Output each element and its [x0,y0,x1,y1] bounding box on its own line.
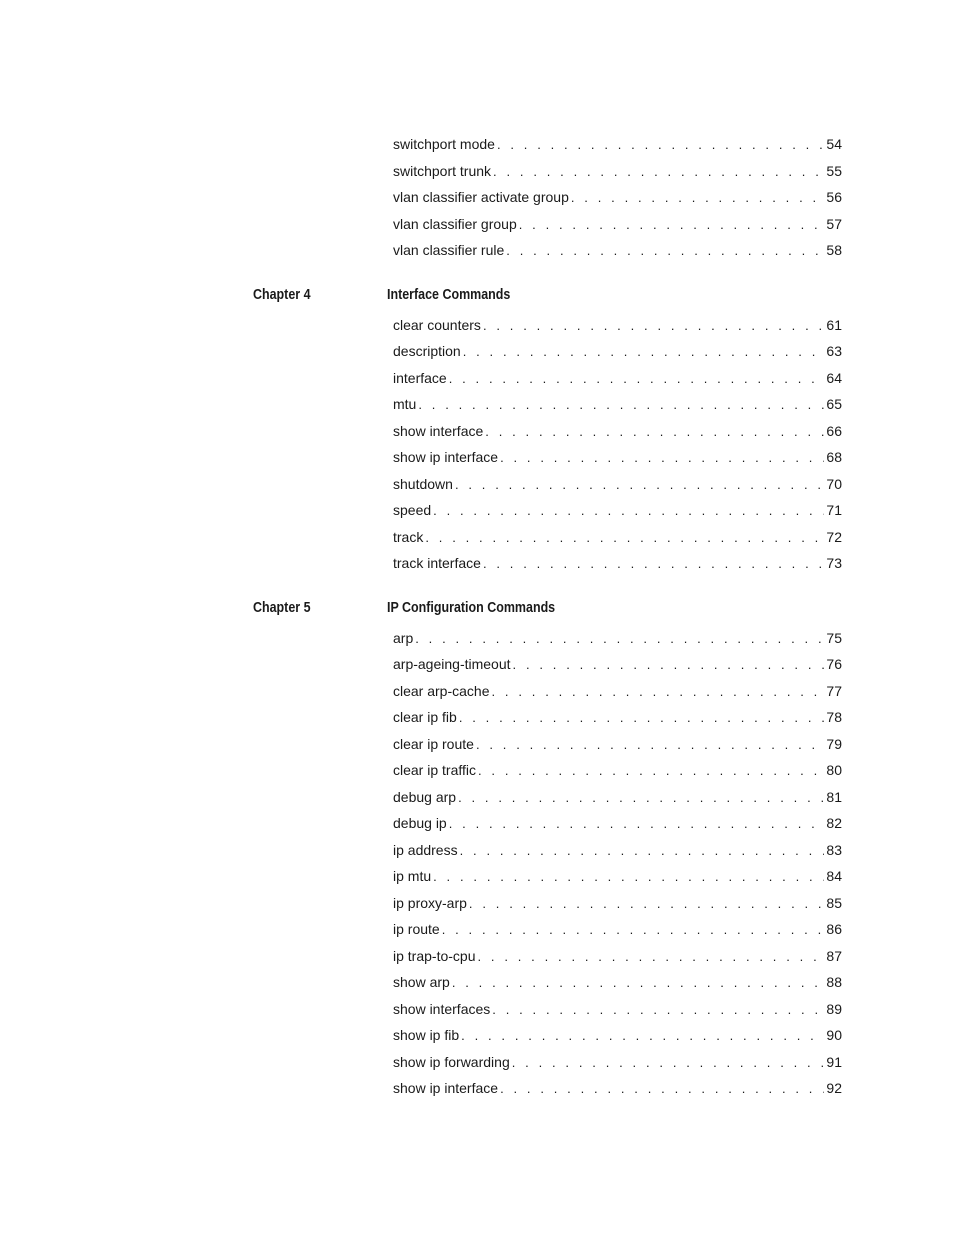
toc-entry-label: ip mtu [393,868,432,884]
chapter-title[interactable]: IP Configuration Commands [387,599,556,616]
toc-entry-page: 56 [826,189,842,205]
toc-entry-page: 83 [826,841,842,858]
toc-entry-page: 61 [826,316,842,333]
leader-dots [483,313,824,340]
toc-entry-list [393,625,842,1102]
toc-entry[interactable] [393,996,842,1023]
chapter-number: Chapter 4 [253,286,311,303]
leader-dots [519,212,825,239]
toc-entry-page: 64 [826,369,842,386]
toc-entry-page: 54 [826,136,842,152]
toc-entry-label: debug ip [393,815,447,831]
toc-entry-page: 72 [826,528,842,545]
toc-entry[interactable] [393,943,842,970]
toc-entry-label: vlan classifier group [393,215,517,232]
toc-entry-page: 85 [826,894,842,911]
toc-entry[interactable] [393,731,842,758]
toc-entry[interactable] [393,1075,842,1102]
toc-entry[interactable] [393,471,842,498]
leader-dots [458,785,824,812]
toc-entry[interactable] [393,678,842,705]
leader-dots [492,679,825,706]
leader-dots [483,551,824,578]
chapter-heading-4 [0,280,954,310]
toc-entry[interactable] [393,497,842,524]
toc-entry-page: 91 [826,1053,842,1070]
toc-entry-label: ip route [393,921,440,937]
toc-entry-label: switchport mode [393,136,495,152]
toc-entry[interactable] [393,550,842,577]
leader-dots [506,238,824,265]
toc-entry-label: clear ip route [393,735,474,752]
leader-dots [449,366,825,393]
toc-entry[interactable] [393,863,842,890]
toc-entry[interactable] [393,810,842,837]
toc-entry-page: 77 [826,682,842,699]
leader-dots [460,838,825,865]
toc-entry-page: 82 [826,815,842,831]
toc-entry[interactable] [393,338,842,365]
toc-entry-page: 88 [826,974,842,990]
toc-entry-label: clear ip traffic [393,762,476,778]
toc-entry[interactable] [393,211,842,238]
toc-entry-page: 70 [826,475,842,492]
toc-entry-page: 89 [826,1000,842,1017]
leader-dots [513,652,825,679]
toc-entry-label: switchport trunk [393,162,492,179]
toc-entry[interactable] [393,312,842,339]
toc-entry[interactable] [393,757,842,784]
toc-entry-page: 73 [826,555,842,571]
toc-entry-page: 55 [826,162,842,179]
toc-entry-page: 86 [826,921,842,937]
leader-dots [418,392,824,419]
toc-entry-page: 68 [826,449,842,465]
toc-entry[interactable] [393,237,842,264]
leader-dots [485,419,824,446]
toc-entry-page: 90 [826,1027,842,1043]
toc-entry-label: mtu [393,396,417,412]
leader-dots [512,1050,825,1077]
chapter-title[interactable]: Interface Commands [387,286,511,303]
toc-entry[interactable] [393,391,842,418]
chapter-heading-5 [0,593,954,623]
toc-entry-page: 76 [826,656,842,672]
leader-dots [500,1076,824,1103]
toc-entry-page: 87 [826,947,842,964]
leader-dots [461,1023,824,1050]
toc-entry[interactable] [393,524,842,551]
table-of-contents [0,131,954,1102]
toc-entry[interactable] [393,184,842,211]
toc-entry-page: 79 [826,735,842,752]
toc-entry-page: 58 [826,242,842,258]
toc-entry-page: 75 [826,629,842,646]
toc-entry-label: track interface [393,555,481,571]
toc-entry-label: show interface [393,422,484,439]
leader-dots [571,185,825,212]
toc-entry[interactable] [393,365,842,392]
leader-dots [449,811,825,838]
chapter-number: Chapter 5 [253,599,311,616]
toc-entry-label: shutdown [393,475,453,492]
leader-dots [463,339,825,366]
toc-entry[interactable] [393,784,842,811]
toc-entry-label: description [393,343,461,359]
leader-dots [455,472,824,499]
toc-entry-label: ip address [393,841,458,858]
toc-entry-label: interface [393,369,447,386]
toc-entry-label: clear arp-cache [393,682,490,699]
toc-entry-label: ip proxy-arp [393,894,467,911]
leader-dots [433,498,824,525]
toc-entry-page: 63 [826,343,842,359]
toc-entry-label: show ip interface [393,449,499,465]
toc-entry[interactable] [393,704,842,731]
leader-dots [415,626,824,653]
toc-entry-page: 78 [826,709,842,725]
toc-entry-label: arp-ageing-timeout [393,656,511,672]
toc-entry-label: vlan classifier rule [393,242,505,258]
toc-entry-label: speed [393,502,432,518]
leader-dots [433,864,824,891]
toc-entry-page: 92 [826,1080,842,1096]
leader-dots [477,944,824,971]
toc-entry-label: show ip interface [393,1080,499,1096]
toc-entry-label: arp [393,629,414,646]
toc-entry[interactable] [393,418,842,445]
toc-entry-label: clear counters [393,316,481,333]
toc-entry[interactable] [393,651,842,678]
toc-entry[interactable] [393,837,842,864]
toc-entry[interactable] [393,916,842,943]
toc-entry-label: vlan classifier activate group [393,189,569,205]
leader-dots [500,445,824,472]
leader-dots [425,525,824,552]
leader-dots [442,917,825,944]
toc-entry-label: ip trap-to-cpu [393,947,476,964]
toc-entry[interactable] [393,444,842,471]
toc-entry-label: show ip fib [393,1027,460,1043]
toc-entry[interactable] [393,131,842,158]
leader-dots [476,732,824,759]
toc-entry-page: 81 [826,788,842,805]
leader-dots [493,159,824,186]
toc-entry[interactable] [393,1022,842,1049]
toc-entry-page: 66 [826,422,842,439]
toc-entry-label: show interfaces [393,1000,491,1017]
leader-dots [452,970,825,997]
toc-entry[interactable] [393,969,842,996]
toc-entry-page: 80 [826,762,842,778]
toc-entry-page: 57 [826,215,842,232]
toc-entry-list [393,312,842,577]
toc-entry[interactable] [393,158,842,185]
toc-entry-list [393,131,842,264]
toc-entry[interactable] [393,890,842,917]
toc-entry-label: debug arp [393,788,457,805]
toc-entry-label: show ip forwarding [393,1053,510,1070]
toc-entry[interactable] [393,1049,842,1076]
leader-dots [478,758,824,785]
toc-entry-label: show arp [393,974,450,990]
toc-entry[interactable] [393,625,842,652]
leader-dots [497,132,824,159]
leader-dots [492,997,824,1024]
leader-dots [469,891,825,918]
toc-entry-page: 65 [826,396,842,412]
toc-entry-page: 71 [826,502,842,518]
leader-dots [459,705,825,732]
toc-entry-page: 84 [826,868,842,884]
toc-entry-label: clear ip fib [393,709,457,725]
toc-entry-label: track [393,528,424,545]
